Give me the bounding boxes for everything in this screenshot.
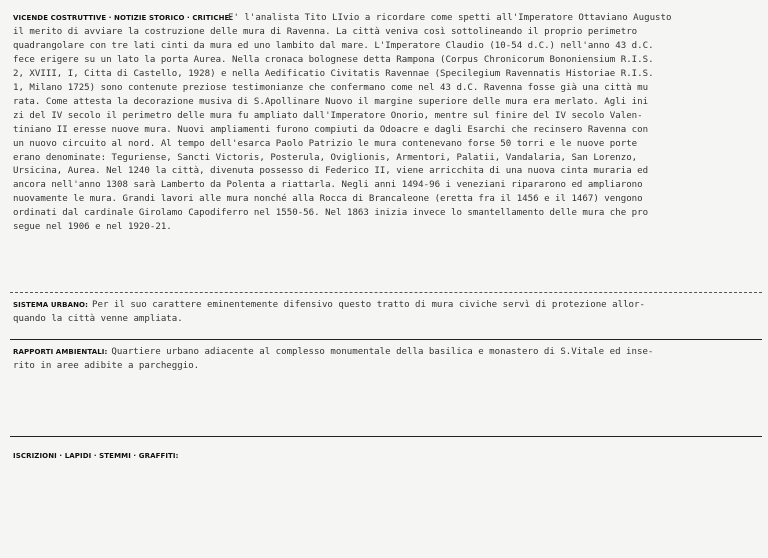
section-rapporti <box>13 346 758 374</box>
text-line: E' l'analista Tito LIvio a ricordare come spetti all'Imperatore Ottaviano Augusto <box>228 13 672 23</box>
text-line: Ursicina, Aurea. Nel 1240 la città, divenuta possesso di Federico II, viene arricchita di una nuova cinta muraria ed <box>13 166 649 177</box>
text-line: zi del IV secolo il perimetro delle mura fu ampliato dall'Imperatore Onorio, mentre sul finire del IV secolo Valen- <box>13 110 643 121</box>
text-line: tiniano II eresse nuove mura. Nuovi ampliamenti furono compiuti da Odoacre e dagli Esarchi che recinsero Ravenna con <box>13 124 649 135</box>
section-vicende <box>13 12 758 235</box>
section-divider <box>10 292 762 293</box>
section-label-vicende: VICENDE COSTRUTTIVE · NOTIZIE STORICO · CRITICHE: <box>13 14 233 22</box>
section-sistema <box>13 299 758 327</box>
text-line: quando la città venne ampliata. <box>13 313 183 324</box>
text-line: segue nel 1906 e nel 1920-21. <box>13 222 172 233</box>
text-line: nuovamente le mura. Grandi lavori alle mura nonché alla Rocca di Brancaleone (eretta fra il 1456 e il 1467) vengono <box>13 194 643 205</box>
text-line: Quartiere urbano adiacente al complesso monumentale della basilica e monastero di S.Vitale ed inse- <box>111 347 654 357</box>
section-divider <box>10 339 762 340</box>
section-label-sistema: SISTEMA URBANO: <box>13 301 88 309</box>
text-line: rito in aree adibite a parcheggio. <box>13 360 200 371</box>
rapporti-text <box>13 346 758 374</box>
section-iscrizioni <box>13 443 179 462</box>
text-line: quadrangolare con tre lati cinti da mura ed uno lambito dal mare. L'Imperatore Claudio (10-54 d.C.) nell'anno 43 d.C. <box>13 40 654 51</box>
text-line: un nuovo circuito al nord. Al tempo dell'esarca Paolo Patrizio le mura contenevano forse 50 torri e le nuove porte <box>13 138 638 149</box>
text-line: il merito di avviare la costruzione delle mura di Ravenna. La città veniva così sottolineando il proprio perimetro <box>13 26 638 37</box>
vicende-text <box>13 12 758 235</box>
section-label-rapporti: RAPPORTI AMBIENTALI: <box>13 348 108 356</box>
section-label-iscrizioni: ISCRIZIONI · LAPIDI · STEMMI · GRAFFITI: <box>13 452 179 460</box>
text-line: rata. Come attesta la decorazione musiva di S.Apollinare Nuovo il margine superiore delle mura era merlato. Agli ini <box>13 96 649 107</box>
text-line: erano denominate: Teguriense, Sancti Victoris, Posterula, Oviglionis, Armentori, Palatii, Vandalaria, San Lorenzo, <box>13 152 638 163</box>
section-divider <box>10 436 762 437</box>
text-line: ancora nell'anno 1308 sarà Lamberto da Polenta a riattarla. Negli anni 1494-96 i veneziani ripararono ed ampliarono <box>13 180 643 191</box>
text-line: 2, XVIII, I, Citta di Castello, 1928) e nella Aedificatio Civitatis Ravennae (Specilegium Ravennatis Historiae R.I.S. <box>13 68 654 79</box>
sistema-text <box>13 299 758 327</box>
text-line: Per il suo carattere eminentemente difensivo questo tratto di mura civiche servì di protezione allor- <box>92 300 645 310</box>
text-line: 1, Milano 1725) sono contenute preziose testimonianze che confermano come nel 43 d.C. Ravenna fosse già una città mu <box>13 82 649 93</box>
text-line: fece erigere su un lato la porta Aurea. Nella cronaca bolognese detta Rampona (Corpus Chronicorum Bononiensium R.I.S. <box>13 54 654 65</box>
text-line: ordinati dal cardinale Girolamo Capodiferro nel 1550-56. Nel 1863 inizia invece lo smantellamento delle mura che pro <box>13 208 649 219</box>
